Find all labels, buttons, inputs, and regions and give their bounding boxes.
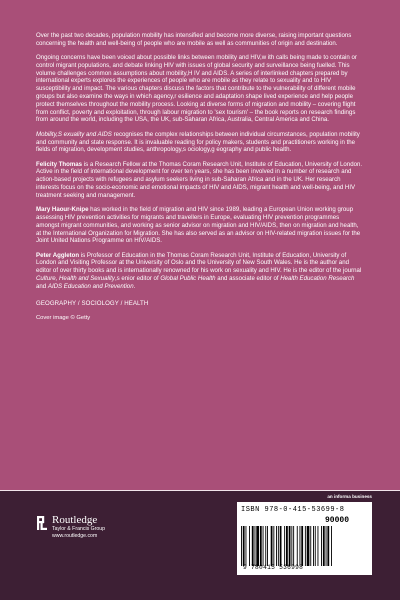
barcode-bar (265, 526, 266, 566)
informa-tag: an informa business (327, 494, 372, 499)
barcode-bar (260, 526, 262, 566)
author-name: Felicity Thomas (36, 160, 83, 168)
price-code: 90000 (325, 516, 350, 525)
journal-title: Health Education Research (280, 275, 355, 283)
barcode-bar (252, 526, 254, 566)
author-bio-text: and associate editor of (215, 275, 281, 283)
barcode-bar (326, 526, 327, 566)
barcode-bar (256, 526, 259, 566)
bio-peter-aggleton (36, 252, 364, 291)
publisher-name: Routledge (52, 514, 98, 526)
barcode-bar (318, 526, 319, 566)
bio-mary-haour-knipe (36, 206, 364, 245)
bio-felicity-thomas (36, 161, 364, 200)
subject-categories: GEOGRAPHY / SOCIOLOGY / HEALTH (36, 299, 149, 307)
barcode-bar (300, 526, 301, 566)
cover-image-credit: Cover image © Getty (36, 315, 91, 322)
back-cover-text (36, 32, 364, 323)
barcode-bar (327, 526, 329, 566)
barcode-bar (243, 526, 245, 566)
barcode-bar (331, 526, 332, 566)
barcode-bar (297, 526, 298, 566)
barcode-bar (246, 526, 247, 566)
barcode-digits: 9 780415 536998 (243, 564, 304, 571)
barcode-bar (273, 526, 274, 566)
footer-band (0, 491, 400, 600)
blurb-paragraph-3-text: recognises the complex relationships between individual circumstances, population mobility and community and state response. It is invaluable reading for policy makers, students and practitioners working in the fields of migration, development studies, anthropology,s ociology,g eography and public health. (36, 130, 360, 154)
publisher-text (52, 515, 105, 539)
publisher-group: Taylor & Francis Group (52, 526, 106, 532)
routledge-logo-icon (36, 515, 48, 531)
barcode-bar (323, 526, 325, 566)
blurb-paragraph-3 (36, 131, 364, 154)
author-bio-text: ,s enior editor of (114, 275, 161, 283)
barcode-bar (241, 526, 242, 566)
author-name: Peter Aggleton (36, 251, 80, 259)
barcode-bar (291, 526, 292, 566)
barcode-bar (315, 526, 316, 566)
barcode-box (237, 502, 372, 575)
barcode-bar (280, 526, 282, 566)
author-bio-text: and (36, 282, 48, 290)
barcode-bar (267, 526, 268, 566)
journal-title: Global Public Health (160, 275, 216, 283)
book-title: Mobility,S exuality and AIDS (36, 130, 112, 138)
barcode-bar (276, 526, 277, 566)
barcode-bar (307, 526, 310, 566)
barcode-bar (289, 526, 291, 566)
author-bio-text: has worked in the field of migration and HIV since 1989, leading a European Union working group assessing HIV prevention activities for migrants and travellers in Europe, evaluating HIV prevention programmes amongst migrant communities, and working as senior advisor on migration and HIV/AIDS, then on migration and health, at the International Organization for Migration. She has also served as an advisor on HIV-related migration issues for the Joint United Nations Programme on HIV/AIDS. (36, 206, 361, 245)
blurb-paragraph-1: Over the past two decades, population mobility has intensified and become more diverse, raising important questions concerning the health and well-being of people who are mobile as well as communities of origin and destination. (36, 32, 352, 47)
barcode-bar (305, 526, 306, 566)
blurb-paragraph-2: Ongoing concerns have been voiced about possible links between mobility and HIV,w ith calls being made to contain or control migrant populations, and debate linking HIV with issues of global security and surveillance being fuelled. This volume challenges common assumptions about mobility,H IV and AIDS. A series of interlinked chapters prepared by international experts explores the experiences of people who are mobile as they relate to sexuality and to HIV susceptibility and impact. The various chapters discuss the factors that contribute to the vulnerability of different mobile groups but also examine the ways in which agency,r esilience and adaptation shape lived experience and help people protect themselves throughout the mobility process. Looking at diverse forms of migration and mobility – covering flight from conflict, poverty and exploitation, through labour migration to 'sex tourism' – the book reports on research findings from around the world, including the USA, the UK, sub-Saharan Africa, Australia, Central America and China. (36, 54, 357, 124)
publisher-url: www.routledge.com (52, 532, 98, 539)
barcode-bar (271, 526, 273, 566)
author-name: Mary Haour-Knipe (36, 206, 89, 214)
barcode-bar (255, 526, 256, 566)
author-bio-text: is Professor of Education in the Thomas Coram Research Unit, Institute of Education, University of London and Visiting Professor at the University of Oslo and the University of New South Wales. He is the author and editor of over thirty books and is internationally renowned for his work on sexuality and HIV. He is the editor of the journal (36, 251, 362, 275)
publisher-block (36, 515, 105, 539)
barcode-bar (263, 526, 264, 566)
barcode-bar (286, 526, 288, 566)
barcode-bar (321, 526, 322, 566)
barcode-bar (293, 526, 294, 566)
barcode-bar (249, 526, 250, 566)
barcode-bar (313, 526, 314, 566)
barcode-bar (278, 526, 279, 566)
journal-title: AIDS Education and Prevention (47, 282, 134, 290)
isbn-label: ISBN 978-0-415-53699-8 (241, 506, 345, 514)
author-bio-text: . (133, 282, 136, 290)
barcode-bar (310, 526, 311, 566)
journal-title: Culture, Health and Sexuality (36, 275, 115, 283)
barcode-image (241, 526, 368, 566)
barcode-bar (301, 526, 303, 566)
barcode-bar (284, 526, 285, 566)
author-bio-text: is a Research Fellow at the Thomas Coram Research Unit, Institute of Education, University of London. Active in the field of international development for over ten years, she has been involved in a number of research and action-based projects with refugees and asylum seekers living in sub-Saharan Africa and in the UK. Her research interests focus on the socio-economic and emotional impacts of HIV and AIDS, migrant health and well-being, and HIV treatment seeking and management. (36, 160, 363, 199)
